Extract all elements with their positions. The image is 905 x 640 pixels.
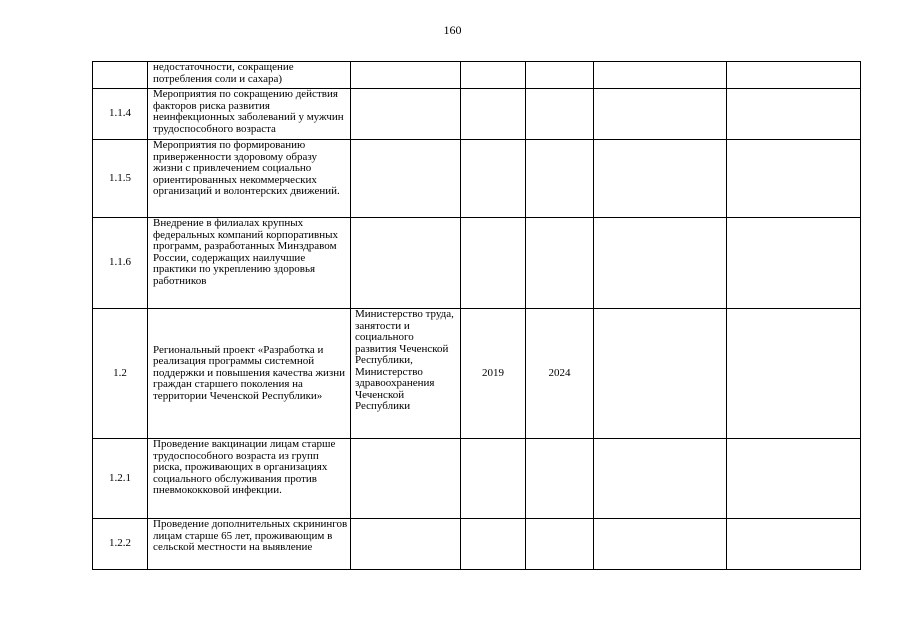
row-number: 1.2 [93,309,148,439]
cell-col7 [727,309,861,439]
measure-name: недостаточности, сокращение потребления соли и сахара) [148,62,351,89]
start-year [461,519,526,570]
responsible-executor [351,218,461,309]
start-year: 2019 [461,309,526,439]
responsible-executor [351,62,461,89]
measure-name: Проведение вакцинации лицам старше трудоспособного возраста из групп риска, проживающих в организациях социального обслуживания против пневмококковой инфекции. [148,439,351,519]
end-year [526,439,594,519]
responsible-executor [351,140,461,218]
table-row [93,89,861,140]
cell-col6 [594,140,727,218]
end-year [526,89,594,140]
end-year [526,140,594,218]
responsible-executor [351,439,461,519]
cell-col6 [594,439,727,519]
row-number [93,62,148,89]
cell-col6 [594,309,727,439]
end-year [526,519,594,570]
cell-col7 [727,62,861,89]
row-number: 1.2.1 [93,439,148,519]
responsible-executor: Министерство труда, занятости и социального развития Чеченской Республики, Министерство здравоохранения Чеченской Республики [351,309,461,439]
responsible-executor [351,89,461,140]
cell-col7 [727,218,861,309]
measure-name: Мероприятия по формированию приверженности здоровому образу жизни с привлечением социально ориентированных некоммерческих организаций и волонтерских движений. [148,140,351,218]
measure-name: Проведение дополнительных скринингов лицам старше 65 лет, проживающим в сельской местности на выявление [148,519,351,570]
cell-col7 [727,519,861,570]
cell-col6 [594,218,727,309]
cell-col6 [594,62,727,89]
start-year [461,439,526,519]
row-number: 1.1.4 [93,89,148,140]
start-year [461,62,526,89]
start-year [461,140,526,218]
cell-col7 [727,439,861,519]
cell-col6 [594,519,727,570]
table-row [93,62,861,89]
measure-name: Мероприятия по сокращению действия факторов риска развития неинфекционных заболеваний у мужчин трудоспособного возраста [148,89,351,140]
table-row [93,439,861,519]
table-row [93,140,861,218]
responsible-executor [351,519,461,570]
end-year: 2024 [526,309,594,439]
start-year [461,89,526,140]
table-row [93,218,861,309]
start-year [461,218,526,309]
page-number: 160 [443,23,462,37]
cell-col7 [727,89,861,140]
measures-table [92,61,861,570]
cell-col7 [727,140,861,218]
measure-name: Внедрение в филиалах крупных федеральных компаний корпоративных программ, разработанных Минздравом России, содержащих наилучшие практики по укреплению здоровья работников [148,218,351,309]
cell-col6 [594,89,727,140]
row-number: 1.1.6 [93,218,148,309]
end-year [526,62,594,89]
end-year [526,218,594,309]
table-row [93,519,861,570]
table-row [93,309,861,439]
row-number: 1.1.5 [93,140,148,218]
measure-name: Региональный проект «Разработка и реализация программы системной поддержки и повышения качества жизни граждан старшего поколения на территории Чеченской Республики» [148,309,351,439]
row-number: 1.2.2 [93,519,148,570]
